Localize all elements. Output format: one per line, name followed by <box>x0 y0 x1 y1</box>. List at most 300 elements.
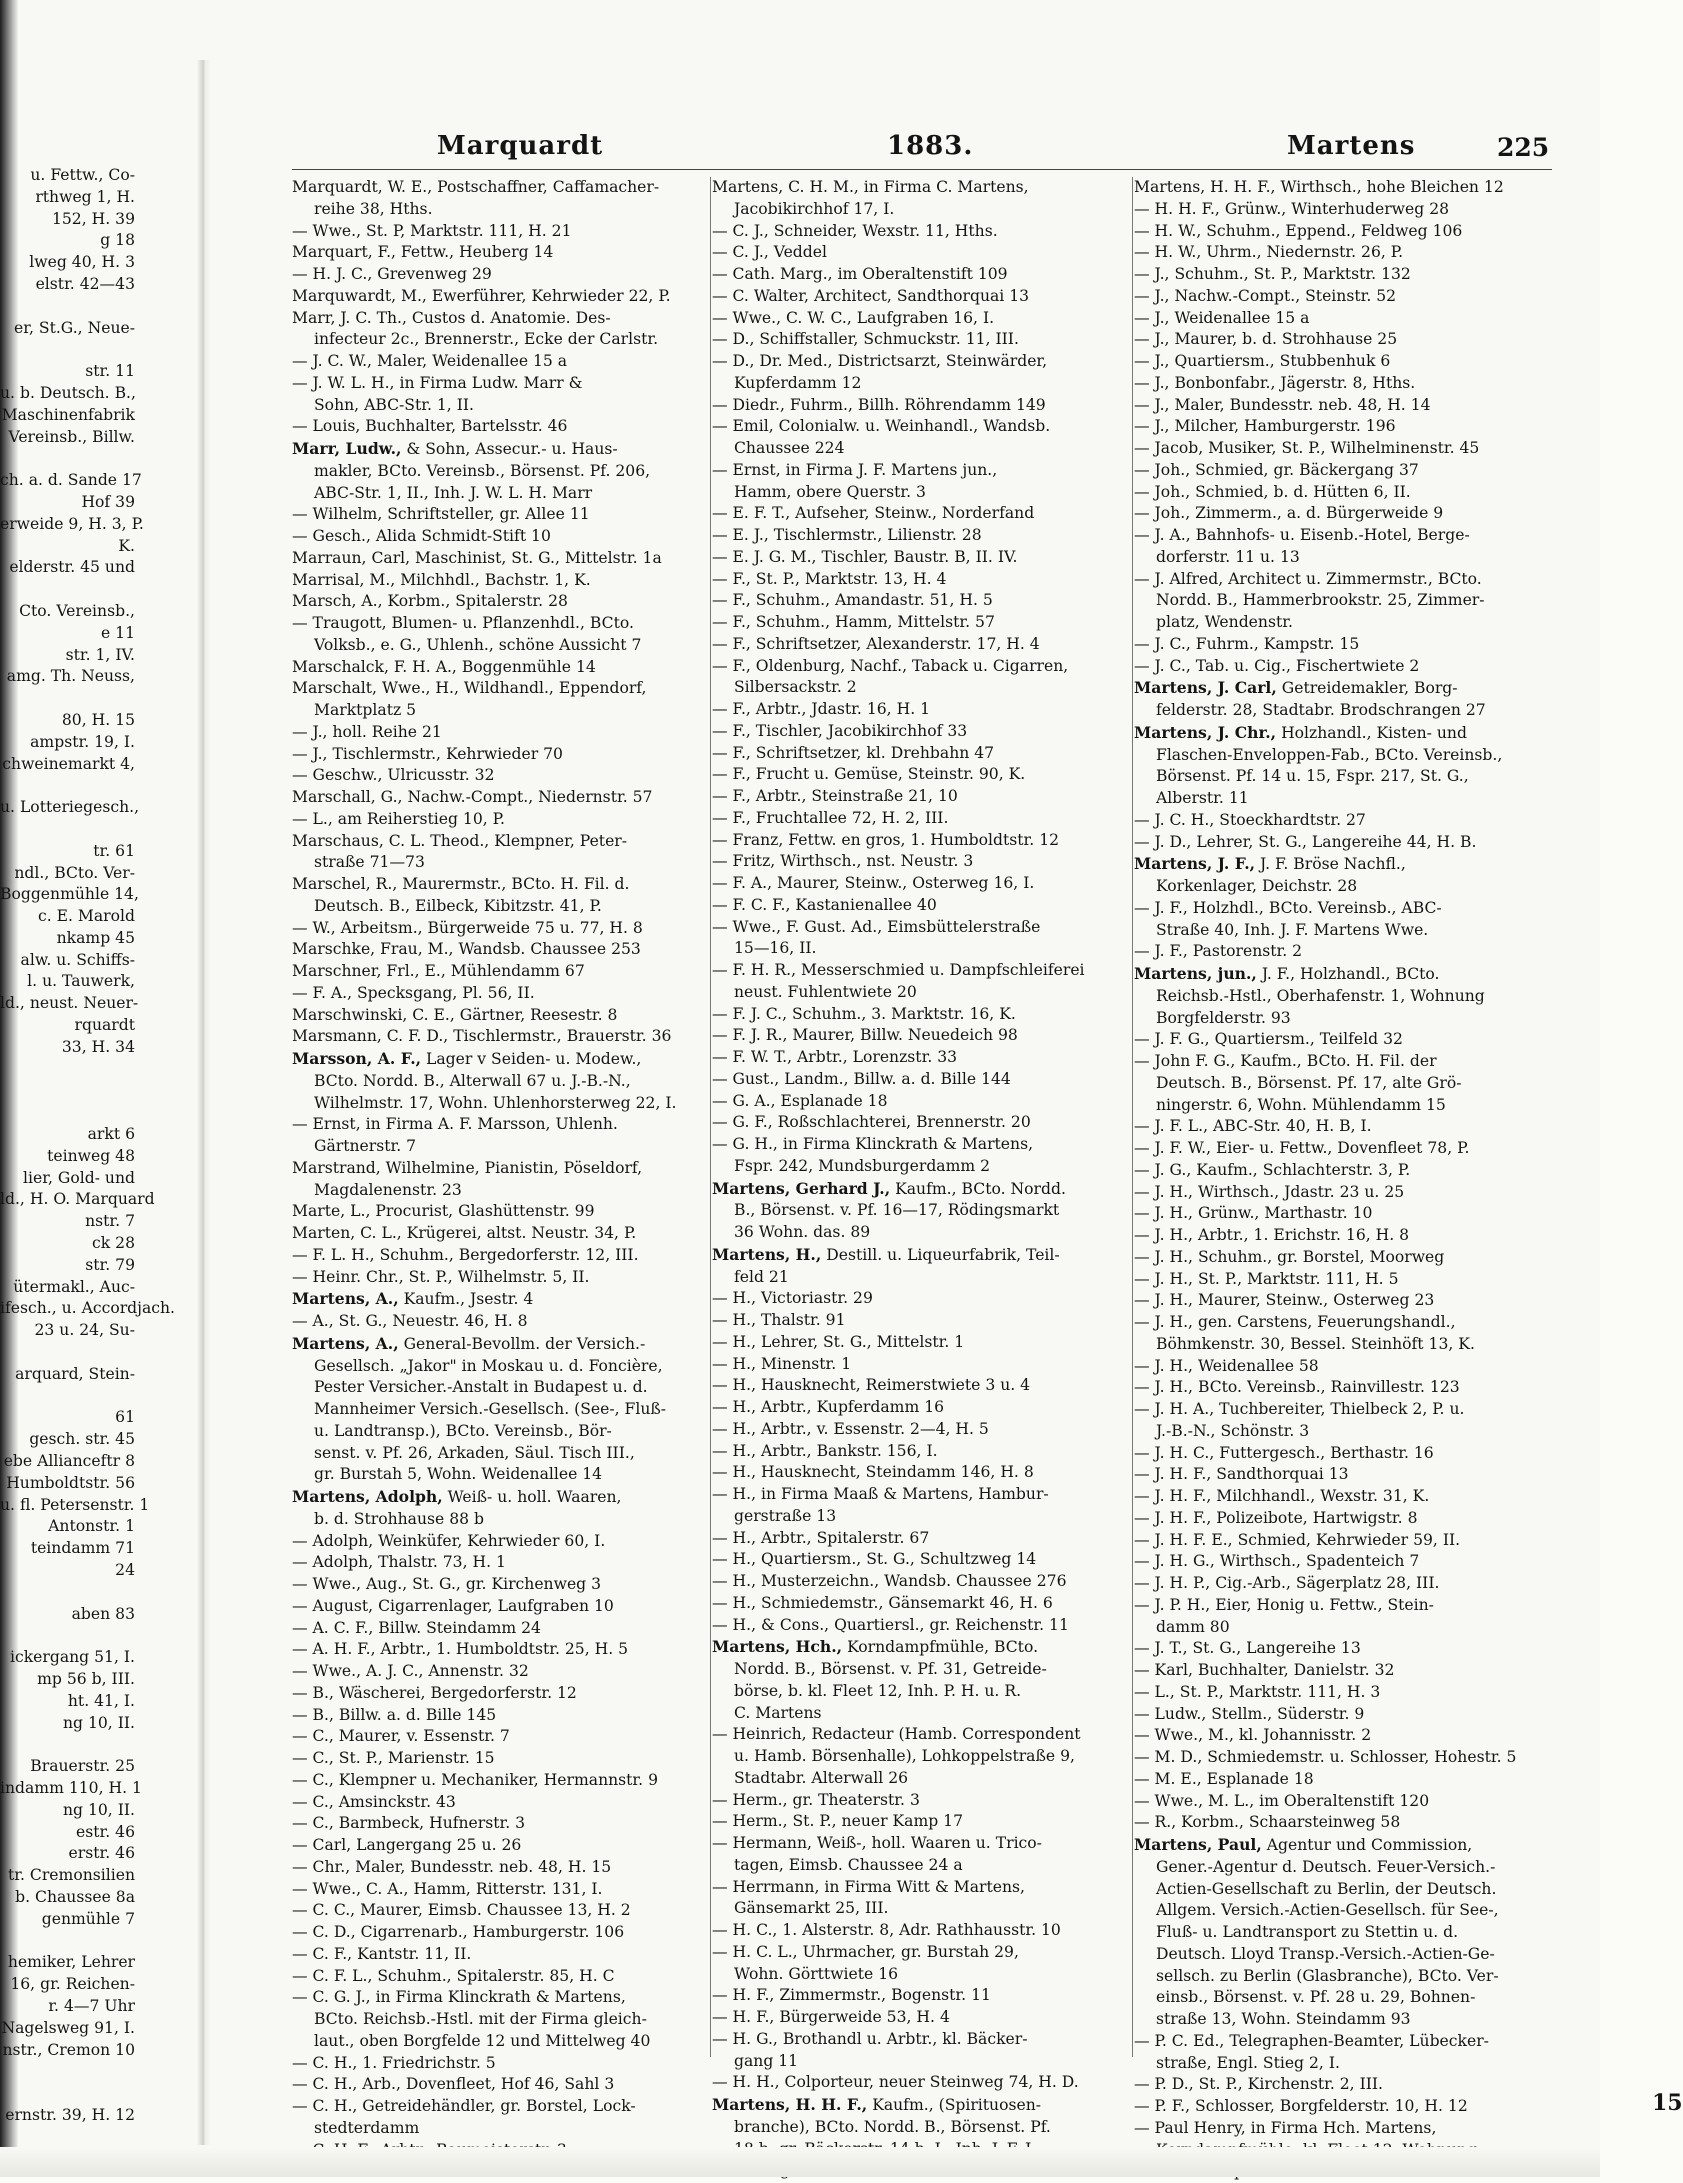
entry-line: — H. F., Zimmermstr., Bogenstr. 11 <box>712 1986 991 2005</box>
entry-continuation: Nordd. B., Hammerbrookstr. 25, Zimmer- <box>1156 591 1485 610</box>
entry-continuation: b. d. Strohhause 88 b <box>314 1509 484 1528</box>
prev-page-line: lweg 40, H. 3 <box>29 253 135 272</box>
entry-line: — C. F. L., Schuhm., Spitalerstr. 85, H. C <box>292 1966 615 1985</box>
entry-line: — J. H. F., Milchhandl., Wexstr. 31, K. <box>1134 1487 1430 1505</box>
directory-entry <box>712 830 1130 852</box>
directory-entry <box>292 1552 710 1574</box>
entry-continuation: Fluß- u. Landtransport zu Stettin u. d. <box>1156 1923 1459 1941</box>
entry-continuation: Marktplatz 5 <box>314 701 417 719</box>
entry-line: — Joh., Schmied, gr. Bäckergang 37 <box>1134 460 1419 479</box>
directory-entry <box>712 656 1130 700</box>
prev-page-line <box>0 1931 195 1953</box>
directory-entry <box>1134 286 1552 308</box>
directory-entry <box>1134 1443 1552 1465</box>
entry-line: — J. F., Holzhdl., BCto. Vereinsb., ABC- <box>1134 898 1442 917</box>
prev-page-line <box>0 819 195 841</box>
directory-entry <box>1134 1682 1552 1704</box>
directory-entry <box>712 1419 1130 1441</box>
entry-line: — J. H., Wirthsch., Jdastr. 23 u. 25 <box>1134 1182 1405 1201</box>
entry-line: — J. H., Arbtr., 1. Erichstr. 16, H. 8 <box>1134 1226 1410 1244</box>
directory-entry <box>712 1833 1130 1877</box>
directory-entry <box>1134 1203 1552 1225</box>
directory-entry <box>712 177 1130 221</box>
page-header <box>292 125 1552 165</box>
prev-page-line: K. <box>118 536 135 555</box>
directory-entry <box>1134 1769 1552 1791</box>
entry-line: — G. H., in Firma Klinckrath & Martens, <box>712 1135 1034 1153</box>
directory-entry <box>292 1333 710 1486</box>
entry-line: — Karl, Buchhalter, Danielstr. 32 <box>1134 1661 1395 1679</box>
directory-entry <box>1134 677 1552 722</box>
directory-entry <box>712 416 1130 460</box>
prev-page-line: chweinemarkt 4, <box>2 754 135 773</box>
entry-line: — Carl, Langergang 25 u. 26 <box>292 1836 522 1854</box>
prev-page-line: Nagelsweg 91, I. <box>1 2018 135 2037</box>
entry-line: Marquardt, W. E., Postschaffner, Caffamacher- <box>292 178 660 196</box>
entry-line: — J. H. P., Cig.-Arb., Sägerplatz 28, III. <box>1134 1574 1440 1592</box>
prev-page-line <box>0 1342 195 1364</box>
prev-page-line: arquard, Stein- <box>15 1364 135 1383</box>
directory-entry <box>292 570 710 592</box>
prev-page-line: Hof 39 <box>81 492 135 511</box>
entry-line: — F., Schriftsetzer, kl. Drehbahn 47 <box>712 743 995 762</box>
directory-entry <box>712 1724 1130 1789</box>
directory-entry <box>712 395 1130 417</box>
entry-continuation: gerstraße 13 <box>734 1506 837 1525</box>
directory-entry <box>292 1574 710 1596</box>
directory-entry <box>292 1683 710 1705</box>
entry-line: Marschall, G., Nachw.-Compt., Niedernstr. 57 <box>292 788 653 806</box>
directory-entry <box>1134 221 1552 243</box>
prev-page-line: hemiker, Lehrer <box>7 1953 135 1972</box>
directory-entry <box>712 1178 1130 1244</box>
entry-line: — Hermann, Weiß-, holl. Waaren u. Trico- <box>712 1834 1042 1852</box>
entry-continuation: Hamm, obere Querstr. 3 <box>734 482 926 501</box>
entry-line: — J. H. C., Futtergesch., Berthastr. 16 <box>1134 1443 1434 1462</box>
entry-line: — H., Hausknecht, Reimerstwiete 3 u. 4 <box>712 1376 1031 1395</box>
directory-entry <box>292 548 710 570</box>
directory-entry <box>712 547 1130 569</box>
entry-continuation: dorferstr. 11 u. 13 <box>1156 547 1300 566</box>
entry-line: Marstrand, Wilhelmine, Pianistin, Pöseldorf, <box>292 1158 643 1177</box>
entry-line: — P. D., St. P., Kirchenstr. 2, III. <box>1134 2075 1384 2094</box>
column-divider <box>1132 177 1133 2057</box>
directory-page <box>292 125 1683 2137</box>
entry-line: Marr, J. C. Th., Custos d. Anatomie. Des- <box>292 308 611 327</box>
directory-entry <box>712 590 1130 612</box>
entry-line: — H. J. C., Grevenweg 29 <box>292 265 492 283</box>
entry-line: — E. J., Tischlermstr., Lilienstr. 28 <box>712 526 982 544</box>
entry-line: — M. E., Esplanade 18 <box>1134 1769 1314 1788</box>
entry-line: Marraun, Carl, Maschinist, St. G., Mittelstr. 1a <box>292 548 662 567</box>
scan-bottom-edge <box>0 2147 1600 2177</box>
entry-line: — P. C. Ed., Telegraphen-Beamter, Lübecker- <box>1134 2031 1489 2050</box>
directory-entry <box>1134 1290 1552 1312</box>
entry-continuation: Gänsemarkt 25, III. <box>734 1899 889 1918</box>
directory-entry <box>292 242 710 264</box>
entry-line: — E. F. T., Aufseher, Steinw., Norderfand <box>712 504 1035 523</box>
directory-entry <box>1134 1638 1552 1660</box>
entry-line: — J. F., Pastorenstr. 2 <box>1134 942 1303 961</box>
prev-page-line: u. fl. Petersenstr. 1 <box>0 1495 150 1514</box>
directory-entry <box>712 1375 1130 1397</box>
prev-page-line: rquardt <box>74 1016 135 1035</box>
directory-entry <box>292 1288 710 1311</box>
directory-entry <box>712 1790 1130 1812</box>
directory-entry <box>1134 1269 1552 1291</box>
prev-page-line: ndl., BCto. Ver- <box>14 863 135 882</box>
entry-line: — H., Arbtr., Kupferdamm 16 <box>712 1398 945 1416</box>
entry-line: Martens, J. Carl, Getreidemakler, Borg- <box>1134 678 1458 698</box>
entry-line: — J. H., Grünw., Marthastr. 10 <box>1134 1204 1373 1223</box>
directory-entry <box>292 918 710 940</box>
prev-page-line: gesch. str. 45 <box>29 1430 135 1449</box>
directory-entry <box>1134 1399 1552 1443</box>
directory-entry <box>292 1048 710 1114</box>
directory-entry <box>1134 460 1552 482</box>
entry-line: — F., Schuhm., Amandastr. 51, H. 5 <box>712 591 993 610</box>
prev-page-line: nkamp 45 <box>56 928 135 947</box>
entry-line: — C., Barmbeck, Hufnerstr. 3 <box>292 1814 526 1833</box>
prev-page-line: rthweg 1, H. <box>35 187 135 206</box>
prev-page-line: str. 11 <box>85 362 135 381</box>
entry-line: Martens, Paul, Agentur und Commission, <box>1134 1835 1473 1854</box>
directory-entry <box>712 873 1130 895</box>
prev-page-line: ng 10, II. <box>62 1713 135 1732</box>
prev-page-line: 23 u. 24, Su- <box>34 1321 135 1340</box>
entry-continuation: stedterdamm <box>314 2118 420 2137</box>
directory-entry <box>712 264 1130 286</box>
entry-line: — C., Klempner u. Mechaniker, Hermannstr. 9 <box>292 1770 658 1789</box>
prev-page-line: ht. 41, I. <box>67 1691 135 1710</box>
directory-entry <box>1134 569 1552 634</box>
prev-page-line <box>0 2083 195 2105</box>
entry-continuation: felderstr. 28, Stadtabr. Brodschrangen 27 <box>1156 701 1486 719</box>
directory-entry <box>1134 1791 1552 1813</box>
entry-continuation: ningerstr. 6, Wohn. Mühlendamm 15 <box>1156 1095 1446 1114</box>
directory-entry <box>712 612 1130 634</box>
directory-entry <box>1134 395 1552 417</box>
entry-line: — F., Schriftsetzer, Alexanderstr. 17, H. 4 <box>712 634 1040 653</box>
directory-entry <box>1134 810 1552 832</box>
entry-line: Marschner, Frl., E., Mühlendamm 67 <box>292 962 585 980</box>
entry-line: — F., Arbtr., Jdastr. 16, H. 1 <box>712 700 931 718</box>
entry-continuation: reihe 38, Hths. <box>314 199 433 218</box>
directory-entry <box>292 765 710 787</box>
prev-page-line: ickergang 51, I. <box>10 1648 135 1667</box>
directory-entry <box>712 1615 1130 1637</box>
entry-line: — J. H., BCto. Vereinsb., Rainvillestr. 123 <box>1134 1378 1460 1397</box>
entry-line: — L., St. P., Marktstr. 111, H. 3 <box>1134 1682 1381 1701</box>
entry-line: — F. A., Specksgang, Pl. 56, II. <box>292 983 535 1002</box>
entry-line: — H., Arbtr., v. Essenstr. 2—4, H. 5 <box>712 1419 989 1438</box>
prev-page-line: aben 83 <box>71 1604 135 1623</box>
directory-entry <box>292 1835 710 1857</box>
directory-entry <box>1134 2096 1552 2118</box>
entry-continuation: Flaschen-Enveloppen-Fab., BCto. Vereinsb., <box>1156 745 1503 764</box>
prev-page-line <box>0 1582 195 1604</box>
directory-entry <box>1134 1116 1552 1138</box>
entry-line: — C. H., 1. Friedrichstr. 5 <box>292 2053 496 2072</box>
directory-entry <box>1134 1225 1552 1247</box>
directory-column-3 <box>1134 177 1552 2137</box>
directory-entry <box>292 831 710 875</box>
directory-entry <box>292 678 710 722</box>
directory-entry <box>712 2029 1130 2073</box>
directory-entry <box>712 1942 1130 1986</box>
entry-continuation: C. Martens <box>734 1703 822 1722</box>
entry-line: — Cath. Marg., im Oberaltenstift 109 <box>712 265 1008 283</box>
prev-page-line: nstr. 7 <box>85 1212 135 1231</box>
entry-continuation: infecteur 2c., Brennerstr., Ecke der Carlstr. <box>314 330 659 349</box>
entry-continuation: Straße 40, Inh. J. F. Martens Wwe. <box>1156 920 1429 939</box>
directory-entry <box>712 634 1130 656</box>
entry-line: — G. A., Esplanade 18 <box>712 1091 888 1110</box>
entry-line: Martens, jun., J. F., Holzhandl., BCto. <box>1134 964 1440 983</box>
entry-line: — Herm., St. P., neuer Kamp 17 <box>712 1812 964 1831</box>
directory-entry <box>292 2074 710 2096</box>
entry-continuation: gr. Burstah 5, Wohn. Weidenallee 14 <box>314 1465 603 1484</box>
directory-entry <box>712 1593 1130 1615</box>
entry-line: — M. D., Schmiedemstr. u. Schlosser, Hohestr. 5 <box>1134 1748 1517 1766</box>
directory-entry <box>1134 1551 1552 1573</box>
entry-continuation: tagen, Eimsb. Chaussee 24 a <box>734 1855 963 1874</box>
entry-line: — C. Walter, Architect, Sandthorquai 13 <box>712 286 1030 305</box>
entry-line: — A., St. G., Neuestr. 46, H. 8 <box>292 1312 528 1330</box>
entry-line: — H. C., 1. Alsterstr. 8, Adr. Rathhausstr. 10 <box>712 1921 1061 1939</box>
prev-page-line: genmühle 7 <box>41 1909 135 1928</box>
prev-page-line: ld., neust. Neuer- <box>0 994 139 1013</box>
directory-entry <box>1134 853 1552 898</box>
directory-entry <box>292 1245 710 1267</box>
directory-entry <box>1134 373 1552 395</box>
entry-continuation: branche), BCto. Nordd. B., Börsenst. Pf. <box>734 2117 1051 2136</box>
entry-continuation: neust. Fuhlentwiete 20 <box>734 982 917 1001</box>
entry-line: — Ernst, in Firma J. F. Martens jun., <box>712 460 998 479</box>
entry-line: — J. H., Weidenallee 58 <box>1134 1356 1319 1375</box>
directory-entry <box>292 809 710 831</box>
directory-entry <box>292 1639 710 1661</box>
directory-entry <box>1134 1660 1552 1682</box>
prev-page-line: Brauerstr. 25 <box>30 1757 135 1776</box>
directory-entry <box>1134 1247 1552 1269</box>
entry-continuation: Deutsch. Lloyd Transp.-Versich.-Actien-Ge- <box>1156 1944 1495 1963</box>
entry-continuation: platz, Wendenstr. <box>1156 613 1293 631</box>
directory-entry <box>292 983 710 1005</box>
entry-line: — Wwe., St. P, Marktstr. 111, H. 21 <box>292 221 572 240</box>
entry-line: — F. C. F., Kastanienallee 40 <box>712 895 937 914</box>
entry-line: Marschke, Frau, M., Wandsb. Chaussee 253 <box>292 940 641 959</box>
entry-line: — J. H. F., Polizeibote, Hartwigstr. 8 <box>1134 1508 1418 1527</box>
directory-entry <box>292 416 710 438</box>
prev-page-line <box>0 1625 195 1647</box>
entry-line: — A. H. F., Arbtr., 1. Humboldtstr. 25, H. 5 <box>292 1640 629 1659</box>
directory-entry <box>1134 329 1552 351</box>
entry-line: Martens, J. Chr., Holzhandl., Kisten- und <box>1134 722 1467 742</box>
entry-line: — J., Tischlermstr., Kehrwieder 70 <box>292 744 563 763</box>
entry-line: — J., Maurer, b. d. Strohhause 25 <box>1134 330 1398 349</box>
prev-page-line: ütermakl., Auc- <box>13 1277 135 1296</box>
entry-continuation: laut., oben Borgfelde 12 und Mittelweg 40 <box>314 2031 651 2050</box>
entry-line: — H., Musterzeichn., Wandsb. Chaussee 276 <box>712 1572 1067 1590</box>
prev-page-line: Humboldtstr. 56 <box>6 1473 135 1492</box>
directory-entry <box>1134 482 1552 504</box>
directory-entry <box>1134 1029 1552 1051</box>
entry-line: — J., Quartiersm., Stubbenhuk 6 <box>1134 352 1391 370</box>
entry-line: — H., Victoriastr. 29 <box>712 1289 873 1308</box>
directory-entry <box>1134 1312 1552 1356</box>
directory-entry <box>292 1900 710 1922</box>
entry-line: Marquwardt, M., Ewerführer, Kehrwieder 22, P. <box>292 286 671 305</box>
entry-line: — J. G., Kaufm., Schlachterstr. 3, P. <box>1134 1160 1411 1179</box>
prev-page-line: nstr., Cremon 10 <box>2 2040 135 2059</box>
directory-entry <box>1134 656 1552 678</box>
entry-line: Marschaus, C. L. Theod., Klempner, Peter- <box>292 831 628 850</box>
directory-entry <box>712 1134 1130 1178</box>
entry-continuation: sellsch. zu Berlin (Glasbranche), BCto. Ver- <box>1156 1966 1499 1985</box>
directory-entry <box>292 1726 710 1748</box>
directory-entry <box>292 787 710 809</box>
directory-entry <box>292 1486 710 1531</box>
prev-page-line: estr. 46 <box>76 1822 135 1841</box>
entry-line: — J. A., Bahnhofs- u. Eisenb.-Hotel, Berge- <box>1134 526 1470 544</box>
prev-page-line: Vereinsb., Billw. <box>8 427 135 446</box>
directory-entry <box>292 1857 710 1879</box>
prev-page-line: 24 <box>115 1561 135 1579</box>
entry-line: — J. W. L. H., in Firma Ludw. Marr & <box>292 373 583 392</box>
entry-line: Marrisal, M., Milchhdl., Bachstr. 1, K. <box>292 570 591 589</box>
previous-page-fragment <box>0 165 195 2145</box>
entry-line: — J., Weidenallee 15 a <box>1134 308 1310 327</box>
entry-line: — H., Hausknecht, Steindamm 146, H. 8 <box>712 1463 1034 1482</box>
directory-entry <box>292 1748 710 1770</box>
entry-line: Marschalck, F. H. A., Boggenmühle 14 <box>292 657 596 676</box>
entry-continuation: Jacobikirchhof 17, I. <box>734 199 895 218</box>
entry-line: — J. P. H., Eier, Honig u. Fettw., Stein- <box>1134 1595 1434 1614</box>
entry-continuation: Böhmkenstr. 30, Bessel. Steinhöft 13, K. <box>1156 1334 1475 1353</box>
entry-continuation: straße, Engl. Stieg 2, I. <box>1156 2053 1340 2072</box>
directory-entry <box>292 1026 710 1048</box>
directory-entry <box>292 1531 710 1553</box>
prev-page-line: ck 28 <box>92 1234 135 1253</box>
directory-entry <box>712 1811 1130 1833</box>
prev-page-line: indamm 110, H. 1 <box>0 1778 142 1797</box>
directory-entry <box>292 286 710 308</box>
entry-continuation: Silbersackstr. 2 <box>734 678 857 697</box>
entry-line: — Wwe., F. Gust. Ad., Eimsbüttelerstraße <box>712 917 1041 936</box>
directory-entry <box>1134 1182 1552 1204</box>
entry-line: — Wwe., Aug., St. G., gr. Kirchenweg 3 <box>292 1575 602 1593</box>
prev-page-line: elderstr. 45 und <box>9 558 135 577</box>
entry-line: Martens, Hch., Korndampfmühle, BCto. <box>712 1637 1039 1657</box>
entry-continuation: ABC-Str. 1, II., Inh. J. W. L. H. Marr <box>314 483 593 502</box>
entry-line: Marschel, R., Maurermstr., BCto. H. Fil. d. <box>292 875 630 893</box>
entry-line: Martens, Gerhard J., Kaufm., BCto. Nordd. <box>712 1178 1066 1198</box>
entry-line: — B., Wäscherei, Bergedorferstr. 12 <box>292 1683 577 1702</box>
prev-page-line: 61 <box>115 1408 135 1427</box>
entry-continuation: Pester Versicher.-Anstalt in Budapest u. d. <box>314 1378 648 1397</box>
prev-page-line <box>0 579 195 601</box>
prev-page-line: ng 10, II. <box>62 1800 135 1819</box>
directory-entry <box>1134 1725 1552 1747</box>
directory-entry <box>712 329 1130 351</box>
directory-column-1 <box>292 177 710 2137</box>
entry-line: — J. T., St. G., Langereihe 13 <box>1134 1639 1361 1658</box>
entry-line: — Chr., Maler, Bundesstr. neb. 48, H. 15 <box>292 1857 612 1876</box>
entry-line: Marsch, A., Korbm., Spitalerstr. 28 <box>292 592 568 611</box>
directory-entry <box>712 1310 1130 1332</box>
directory-entry <box>1134 308 1552 330</box>
prev-page-line <box>0 448 195 470</box>
directory-entry <box>712 917 1130 961</box>
prev-page-line: Cto. Vereinsb., <box>19 601 135 620</box>
entry-line: — J. C. H., Stoeckhardtstr. 27 <box>1134 810 1366 829</box>
entry-line: — J., Nachw.-Compt., Steinstr. 52 <box>1134 286 1397 305</box>
entry-continuation: BCto. Nordd. B., Alterwall 67 u. J.-B.-N., <box>314 1071 631 1090</box>
entry-line: — Geschw., Ulricusstr. 32 <box>292 766 495 785</box>
directory-entry <box>712 1091 1130 1113</box>
directory-entry <box>1134 177 1552 199</box>
directory-entry <box>292 1792 710 1814</box>
prev-page-line: 152, H. 39 <box>51 209 135 228</box>
directory-entry <box>292 1158 710 1202</box>
directory-entry <box>1134 242 1552 264</box>
page-number: 225 <box>1497 133 1550 162</box>
directory-entry <box>712 1441 1130 1463</box>
entry-continuation: Volksb., e. G., Uhlenh., schöne Aussicht 7 <box>314 635 642 654</box>
header-year: 1883. <box>887 131 974 161</box>
entry-line: — F. H. R., Messerschmied u. Dampfschleiferei <box>712 961 1085 979</box>
directory-entry <box>712 743 1130 765</box>
entry-line: — Franz, Fettw. en gros, 1. Humboldtstr. 12 <box>712 830 1060 849</box>
entry-line: — J. D., Lehrer, St. G., Langereihe 44, H. B. <box>1134 832 1477 851</box>
entry-line: — C., Amsinckstr. 43 <box>292 1792 456 1811</box>
entry-line: — D., Dr. Med., Districtsarzt, Steinwärder, <box>712 352 1048 370</box>
directory-entry <box>712 308 1130 330</box>
directory-entry <box>292 2053 710 2075</box>
directory-entry <box>1134 832 1552 854</box>
directory-entry <box>1134 1138 1552 1160</box>
entry-continuation: Gesellsch. „Jakor" in Moskau u. d. Foncière, <box>314 1356 663 1375</box>
entry-line: Martens, H., Destill. u. Liqueurfabrik, Teil- <box>712 1244 1060 1264</box>
prev-page-line: 33, H. 34 <box>61 1037 135 1056</box>
directory-entry <box>1134 1834 1552 2031</box>
directory-entry <box>292 351 710 373</box>
directory-entry <box>1134 1595 1552 1639</box>
directory-entry <box>292 177 710 221</box>
entry-continuation: straße 13, Wohn. Steindamm 93 <box>1156 2010 1411 2028</box>
prev-page-line: ernstr. 39, H. 12 <box>5 2105 135 2124</box>
directory-entry <box>292 1267 710 1289</box>
entry-line: — Joh., Zimmerm., a. d. Bürgerweide 9 <box>1134 504 1444 523</box>
directory-entry <box>712 1025 1130 1047</box>
entry-line: — J. H. F. E., Schmied, Kehrwieder 59, II. <box>1134 1530 1461 1549</box>
entry-line: Martens, H. H. F., Kaufm., (Spirituosen- <box>712 2095 1042 2114</box>
entry-continuation: Borgfelderstr. 93 <box>1156 1008 1291 1027</box>
directory-entry <box>1134 416 1552 438</box>
entry-line: — Adolph, Thalstr. 73, H. 1 <box>292 1553 506 1572</box>
entry-line: — Herm., gr. Theaterstr. 3 <box>712 1790 920 1809</box>
directory-entry <box>292 1987 710 2052</box>
directory-entry <box>292 1618 710 1640</box>
prev-page-line: str. 1, IV. <box>65 645 135 664</box>
directory-entry <box>712 786 1130 808</box>
directory-entry <box>1134 199 1552 221</box>
entry-continuation: börse, b. kl. Fleet 12, Inh. P. H. u. R. <box>734 1681 1022 1700</box>
entry-line: — Wwe., C. A., Hamm, Ritterstr. 131, I. <box>292 1879 603 1898</box>
prev-page-line <box>0 1059 195 1081</box>
entry-line: — Wwe., A. J. C., Annenstr. 32 <box>292 1662 529 1680</box>
